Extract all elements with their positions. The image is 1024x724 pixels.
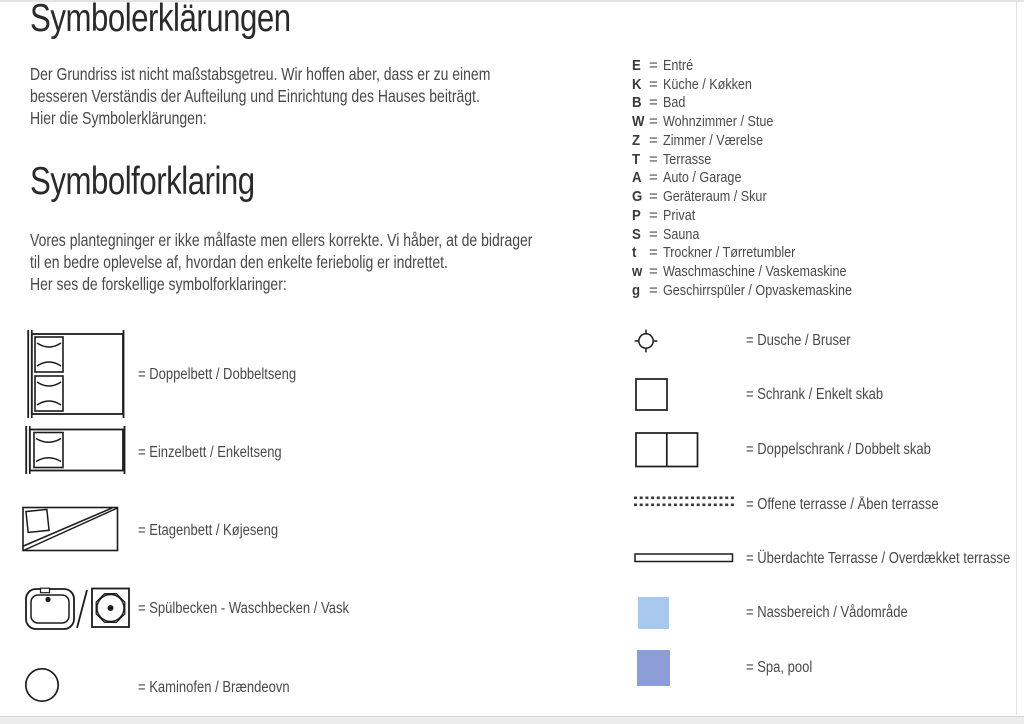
room-code-text: Privat (663, 206, 696, 224)
legend-label: = Schrank / Enkelt skab (746, 386, 884, 403)
closet-icon (635, 378, 668, 411)
room-code-row (632, 225, 888, 244)
equals-sign: = (649, 75, 658, 93)
room-code-letter: g (632, 281, 641, 299)
room-code-letter: t (632, 244, 637, 262)
room-code-row (632, 244, 888, 263)
bunk-bed-icon (22, 506, 119, 552)
legend-label: = Spülbecken - Waschbecken / Vask (138, 600, 349, 617)
equals-sign: = (649, 169, 658, 187)
room-code-text: Terrasse (663, 150, 712, 168)
room-code-text: Geräteraum / Skur (663, 188, 767, 206)
intro-text-german: Der Grundriss ist nicht maßstabsgetreu. Wir hoffen aber, dass er zu einem besseren Verständis der Aufteilung und Einrichtung des Hauses beiträgt. Hier die Symbolerklärungen: (30, 64, 491, 128)
room-code-text: Bad (663, 94, 686, 112)
room-code-row (632, 112, 888, 131)
single-bed-icon (25, 426, 128, 474)
open-terrace-icon (633, 495, 735, 508)
equals-sign: = (649, 113, 658, 131)
double-closet-icon (635, 432, 699, 468)
room-code-row (632, 187, 888, 206)
legend-label: = Überdachte Terrasse / Overdækket terrasse (746, 550, 1011, 567)
sink-washbasin-icon (25, 586, 131, 631)
equals-sign: = (649, 206, 658, 224)
legend-label: = Spa, pool (746, 659, 813, 676)
room-code-text: Trockner / Tørretumbler (663, 244, 796, 262)
legend-label: = Doppelschrank / Dobbelt skab (746, 441, 931, 458)
room-code-text: Sauna (663, 225, 700, 243)
room-code-row (632, 131, 888, 150)
legend-label: = Einzelbett / Enkeltseng (138, 444, 282, 461)
room-code-letter: Z (632, 131, 641, 149)
room-code-text: Waschmaschine / Vaskemaskine (663, 263, 847, 281)
equals-sign: = (649, 56, 658, 74)
page-title-german: Symbolerklärungen (30, 0, 291, 40)
shower-icon (633, 328, 659, 354)
page-bottom-edge (0, 716, 1024, 724)
equals-sign: = (649, 150, 658, 168)
spa-pool-swatch (637, 650, 670, 686)
room-code-text: Geschirrspüler / Opvaskemaskine (663, 281, 853, 299)
room-code-letter: S (632, 225, 641, 243)
equals-sign: = (649, 188, 658, 206)
legend-label: = Offene terrasse / Åben terrasse (746, 496, 939, 513)
equals-sign: = (649, 281, 658, 299)
room-code-text: Zimmer / Værelse (663, 131, 764, 149)
legend-label: = Nassbereich / Vådområde (746, 604, 908, 621)
room-code-row (632, 75, 888, 94)
room-code-row (632, 206, 888, 225)
wet-area-swatch (638, 597, 669, 629)
equals-sign: = (649, 244, 658, 262)
room-code-text: Wohnzimmer / Stue (663, 113, 774, 131)
page-right-edge (1016, 2, 1017, 715)
room-code-letter: w (632, 263, 643, 281)
equals-sign: = (649, 131, 658, 149)
double-bed-icon (27, 330, 127, 418)
equals-sign: = (649, 263, 658, 281)
intro-text-danish: Vores plantegninger er ikke målfaste men ellers korrekte. Vi håber, at de bidrager til en bedre oplevelse af, hvordan den enkelte feriebolig er indrettet. Her ses de forskellige symbolforklaringer: (30, 230, 533, 294)
legend-label: = Dusche / Bruser (746, 332, 851, 349)
page-title-danish: Symbolforklaring (30, 160, 255, 203)
room-code-row (632, 56, 888, 75)
room-code-row (632, 169, 888, 188)
room-code-row (632, 150, 888, 169)
room-code-text: Entré (663, 56, 694, 74)
room-code-letter: B (632, 94, 642, 112)
covered-terrace-icon (634, 553, 734, 563)
room-code-letter: E (632, 56, 641, 74)
room-code-row (632, 281, 888, 300)
room-code-row (632, 262, 888, 281)
room-code-text: Küche / Køkken (663, 75, 752, 93)
room-code-letter: W (632, 113, 645, 131)
room-code-letter: P (632, 206, 641, 224)
room-code-letter: A (632, 169, 642, 187)
room-code-letter: G (632, 188, 643, 206)
room-code-list (632, 56, 888, 300)
fireplace-icon (24, 667, 60, 703)
room-code-letter: T (632, 150, 641, 168)
legend-label: = Etagenbett / Køjeseng (138, 522, 279, 539)
equals-sign: = (649, 94, 658, 112)
legend-label: = Doppelbett / Dobbeltseng (138, 366, 297, 383)
room-code-row (632, 94, 888, 113)
equals-sign: = (649, 225, 658, 243)
room-code-letter: K (632, 75, 642, 93)
legend-label: = Kaminofen / Brændeovn (138, 679, 290, 696)
room-code-text: Auto / Garage (663, 169, 742, 187)
